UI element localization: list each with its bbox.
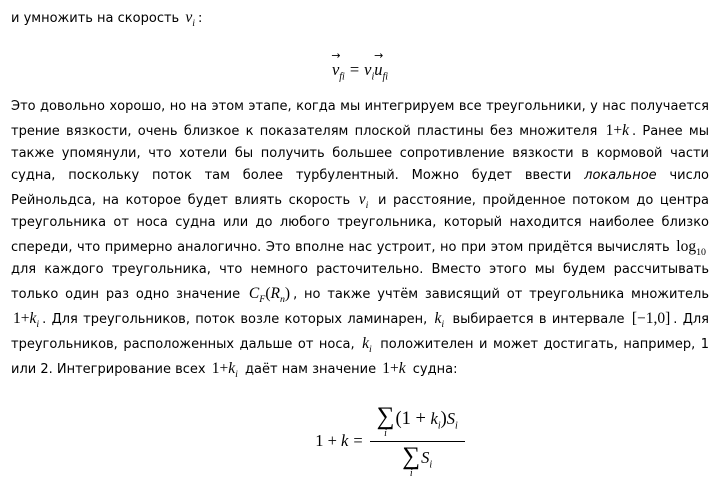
- formula-velocity: [11, 46, 709, 83]
- equals-sign: =: [353, 431, 363, 450]
- inline-math: $k_i$: [434, 310, 445, 331]
- denominator-terms: $S_i$: [421, 448, 433, 471]
- formula-form-factor: [41, 403, 720, 479]
- inline-math: $1+k_i$: [13, 310, 40, 331]
- inline-math: $1+k_i$: [211, 360, 238, 381]
- equals-sign: =: [349, 60, 360, 79]
- sigma-icon: ∑: [376, 403, 395, 430]
- sum-operator: ∑ i: [402, 443, 421, 479]
- inline-math: $v_i$: [358, 191, 369, 212]
- inline-math: $C_F(R_n)$: [248, 285, 291, 306]
- vector-v: → v: [331, 49, 341, 79]
- formula-lhs: 1 + k =: [315, 431, 363, 450]
- formula-velocity-body: → $v_{fi} = v_i$ → $u_{fi}$: [331, 49, 389, 83]
- sigma-icon: ∑: [402, 443, 421, 470]
- vector-arrow-icon: →: [331, 49, 341, 62]
- inline-math: 1+k: [382, 360, 406, 377]
- inline-math: $v_i$: [185, 9, 195, 30]
- inline-math: [−1,0]: [631, 310, 671, 327]
- inline-math: $\log_{10}$: [676, 238, 706, 259]
- inline-math: $k_i$: [362, 335, 372, 356]
- paragraph-intro: и умножить на скорость $v_i$ :: [11, 9, 203, 30]
- numerator-terms: $(1 + k_i)S_i$: [395, 408, 458, 432]
- sum-operator: ∑ i: [376, 403, 395, 439]
- fraction-numerator: [370, 403, 465, 442]
- fraction-denominator: [402, 442, 432, 479]
- vector-arrow-icon: →: [374, 49, 384, 62]
- vector-u: → u: [374, 49, 384, 79]
- fraction: [370, 403, 465, 479]
- inline-math: 1+k: [605, 122, 629, 139]
- paragraph-body: Это довольно хорошо, но на этом этапе, когда мы интегрируем все треугольники, у нас получается трение вязкости, очень близкое к показателям плоской пластины без множителя 1+k . Ранее мы также упомянули, что хотели бы получить большее сопротивление вязкости в кормовой части судна, поскольку поток там более турбулентный. Можно будет ввести локальное число Рейнольдса, на которое будет влиять скорость $v_i$ и расстояние, пройденное потоком до центра треугольника от носа судна или до любого треугольника, который находится наиболее близко спереди, что примерно аналогично. Это вполне нас устроит, но при этом придётся вычислять $\log_{10}$ для каждого треугольника, что немного расточительно. Вместо этого мы будем рассчитывать только один раз одно значение $C_F(R_n)$ , но также учтём зависящий от треугольника множитель $1+k_i$ . Для треугольников, поток возле которых ламинарен, $k_i$ выбирается в интервале [−1,0] . Для треугольников, расположенных дальше от носа, $k_i$ положителен и может достигать, например, 1 или 2. Интегрирование всех $1+k_i$ даёт нам значение 1+k судна:: [11, 99, 710, 381]
- italic-text: локальное: [584, 168, 657, 183]
